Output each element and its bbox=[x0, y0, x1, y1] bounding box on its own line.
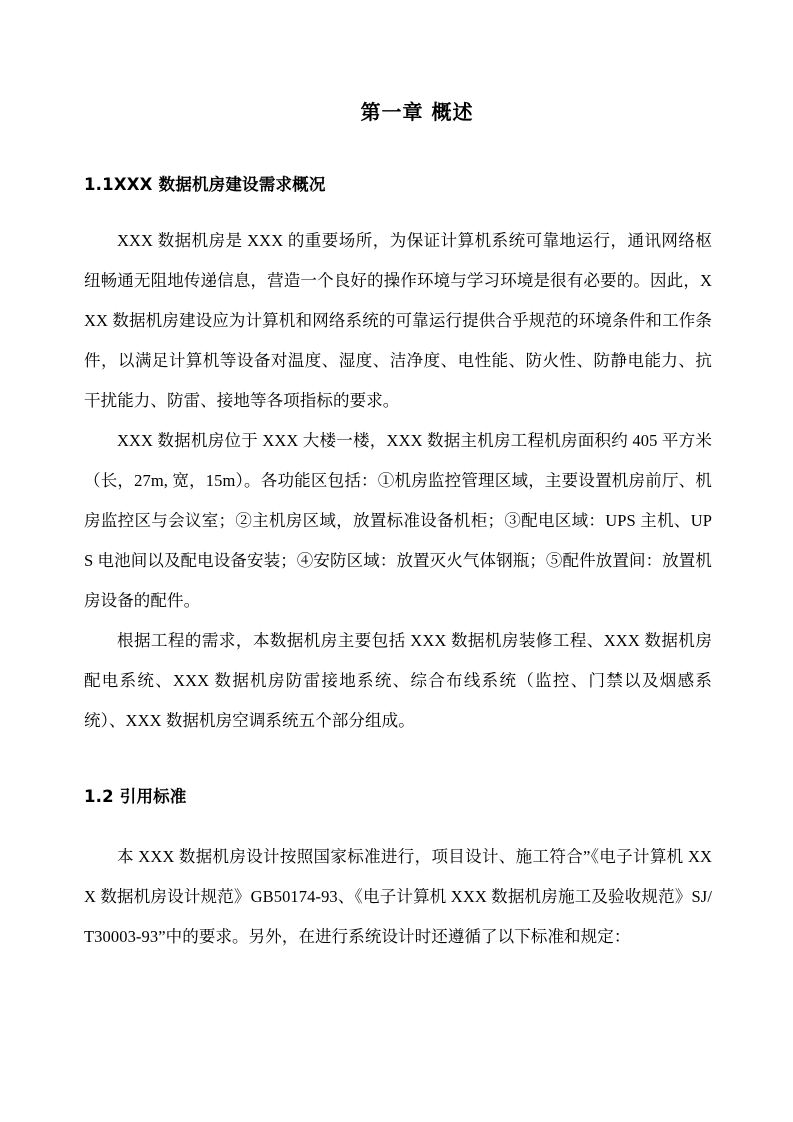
page-title: 第一章 概述 bbox=[360, 100, 474, 124]
page-content bbox=[84, 96, 712, 957]
paragraph-1-1-1: XXX 数据机房是 XXX 的重要场所，为保证计算机系统可靠地运行，通讯网络枢纽畅通无阻地传递信息，营造一个良好的操作环境与学习环境是很有必要的。因此，XXX 数据机房建设应为计算机和网络系统的可靠运行提供合乎规范的环境条件和工作条件，以满足计算机等设备对温度、湿度、洁净度、电性能、防火性、防静电能力、抗干扰能力、防雷、接地等各项指标的要求。 bbox=[84, 231, 712, 410]
paragraph-1-1-3: 根据工程的需求，本数据机房主要包括 XXX 数据机房装修工程、XXX 数据机房配电系统、XXX 数据机房防雷接地系统、综合布线系统（监控、门禁以及烟感系统）、XXX 数据机房空调系统五个部分组成。 bbox=[84, 631, 712, 730]
section-heading-1-2: 1.2 引用标准 bbox=[84, 787, 187, 806]
paragraph-1-1-2: XXX 数据机房位于 XXX 大楼一楼，XXX 数据主机房工程机房面积约 405 平方米（长，27m, 宽，15m）。各功能区包括：①机房监控管理区域，主要设置机房前厅、机房监控区与会议室；②主机房区域，放置标准设备机柜；③配电区域：UPS 主机、UPS 电池间以及配电设备安装；④安防区域：放置灭火气体钢瓶；⑤配件放置间：放置机房设备的配件。 bbox=[84, 431, 712, 610]
section-heading-1-1: 1.1XXX 数据机房建设需求概况 bbox=[84, 175, 326, 194]
paragraph-1-2-1: 本 XXX 数据机房设计按照国家标准进行，项目设计、施工符合”《电子计算机 XXX 数据机房设计规范》GB50174-93、《电子计算机 XXX 数据机房施工及验收规范》SJ/T30003-93”中的要求。另外，在进行系统设计时还遵循了以下标准和规定： bbox=[84, 847, 712, 946]
